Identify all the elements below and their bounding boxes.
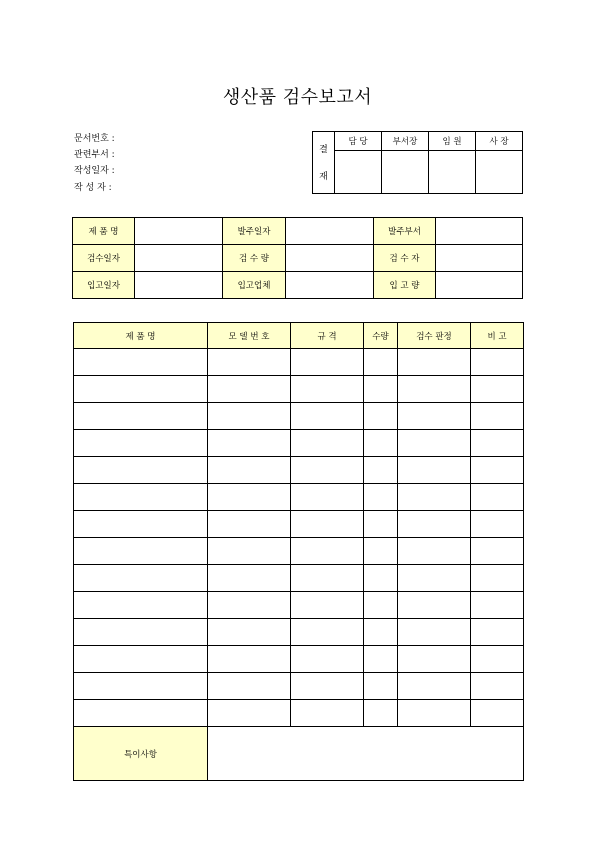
approval-sign-dept-head[interactable] [382,151,429,194]
item-cell-inspection-result[interactable] [398,349,471,376]
info-table [72,217,523,299]
item-cell-product-name[interactable] [74,646,208,673]
item-cell-product-name[interactable] [74,349,208,376]
item-cell-quantity[interactable] [364,646,398,673]
info-label-order-date: 발주일자 [223,218,286,245]
item-cell-spec[interactable] [291,565,364,592]
item-cell-remarks[interactable] [471,673,524,700]
table-row [74,349,524,376]
item-cell-model-number[interactable] [208,511,291,538]
item-cell-quantity[interactable] [364,619,398,646]
table-row [74,403,524,430]
item-cell-remarks[interactable] [471,619,524,646]
item-cell-spec[interactable] [291,349,364,376]
approval-header-executive: 임 원 [429,132,476,151]
item-cell-product-name[interactable] [74,619,208,646]
item-cell-product-name[interactable] [74,403,208,430]
item-cell-model-number[interactable] [208,349,291,376]
item-cell-product-name[interactable] [74,592,208,619]
items-header-remarks: 비 고 [471,323,524,349]
items-table [73,322,524,781]
info-label-receipt-qty: 입 고 량 [374,272,436,299]
item-cell-spec[interactable] [291,700,364,727]
info-value-receipt-qty[interactable] [436,272,523,299]
item-cell-remarks[interactable] [471,646,524,673]
info-value-inspection-qty[interactable] [286,245,374,272]
item-cell-spec[interactable] [291,376,364,403]
item-cell-quantity[interactable] [364,538,398,565]
item-cell-spec[interactable] [291,430,364,457]
item-cell-product-name[interactable] [74,457,208,484]
items-body [74,349,524,727]
item-cell-remarks[interactable] [471,592,524,619]
info-label-inspection-date: 검수일자 [73,245,135,272]
item-cell-product-name[interactable] [74,673,208,700]
info-label-inspection-qty: 검 수 량 [223,245,286,272]
items-header-inspection-result: 검수 판정 [398,323,471,349]
info-label-product-name: 제 품 명 [73,218,135,245]
item-cell-product-name[interactable] [74,700,208,727]
item-cell-spec[interactable] [291,403,364,430]
item-cell-inspection-result[interactable] [398,538,471,565]
item-cell-remarks[interactable] [471,403,524,430]
table-row [74,700,524,727]
meta-doc-number-label: 문서번호 : [74,134,115,144]
item-cell-model-number[interactable] [208,538,291,565]
item-cell-inspection-result[interactable] [398,646,471,673]
item-cell-spec[interactable] [291,646,364,673]
item-cell-model-number[interactable] [208,376,291,403]
item-cell-remarks[interactable] [471,565,524,592]
item-cell-inspection-result[interactable] [398,511,471,538]
info-label-receipt-date: 입고일자 [73,272,135,299]
item-cell-model-number[interactable] [208,565,291,592]
document-meta [74,131,115,196]
item-cell-inspection-result[interactable] [398,673,471,700]
table-row [74,430,524,457]
approval-header-president: 사 장 [476,132,523,151]
table-row [74,619,524,646]
item-cell-inspection-result[interactable] [398,403,471,430]
item-cell-quantity[interactable] [364,511,398,538]
item-cell-quantity[interactable] [364,430,398,457]
item-cell-spec[interactable] [291,484,364,511]
item-cell-quantity[interactable] [364,349,398,376]
item-cell-inspection-result[interactable] [398,484,471,511]
table-row [74,565,524,592]
table-row [74,511,524,538]
item-cell-model-number[interactable] [208,430,291,457]
info-value-order-dept[interactable] [436,218,523,245]
items-header-product-name: 제 품 명 [74,323,208,349]
table-row [74,457,524,484]
info-label-inspector: 검 수 자 [374,245,436,272]
item-cell-quantity[interactable] [364,484,398,511]
item-cell-product-name[interactable] [74,538,208,565]
item-cell-product-name[interactable] [74,430,208,457]
approval-sign-executive[interactable] [429,151,476,194]
item-cell-model-number[interactable] [208,403,291,430]
approval-side-label [313,132,335,194]
item-cell-quantity[interactable] [364,565,398,592]
item-cell-inspection-result[interactable] [398,592,471,619]
item-cell-quantity[interactable] [364,700,398,727]
remarks-field[interactable] [208,727,524,781]
info-value-receipt-date[interactable] [135,272,223,299]
approval-side-bottom: 재 [319,172,328,182]
approval-sign-president[interactable] [476,151,523,194]
item-cell-inspection-result[interactable] [398,376,471,403]
item-cell-remarks[interactable] [471,538,524,565]
item-cell-spec[interactable] [291,538,364,565]
approval-side-top: 결 [319,145,328,155]
meta-date-label: 작성일자 : [74,166,115,177]
item-cell-remarks[interactable] [471,349,524,376]
info-value-product-name[interactable] [135,218,223,245]
item-cell-model-number[interactable] [208,646,291,673]
item-cell-inspection-result[interactable] [398,430,471,457]
info-label-order-dept: 발주부서 [374,218,436,245]
approval-sign-staff[interactable] [335,151,382,194]
item-cell-model-number[interactable] [208,457,291,484]
item-cell-remarks[interactable] [471,484,524,511]
item-cell-model-number[interactable] [208,484,291,511]
item-cell-remarks[interactable] [471,457,524,484]
table-row [74,646,524,673]
items-header-quantity: 수량 [364,323,398,349]
meta-author-label: 작 성 자 : [74,182,112,193]
item-cell-quantity[interactable] [364,403,398,430]
item-cell-product-name[interactable] [74,484,208,511]
item-cell-inspection-result[interactable] [398,565,471,592]
item-cell-model-number[interactable] [208,700,291,727]
table-row [74,538,524,565]
approval-header-dept-head: 부서장 [382,132,429,151]
item-cell-remarks[interactable] [471,511,524,538]
item-cell-quantity[interactable] [364,673,398,700]
item-cell-model-number[interactable] [208,592,291,619]
item-cell-model-number[interactable] [208,673,291,700]
table-row [74,376,524,403]
item-cell-inspection-result[interactable] [398,700,471,727]
info-value-inspector[interactable] [436,245,523,272]
item-cell-quantity[interactable] [364,592,398,619]
info-value-order-date[interactable] [286,218,374,245]
item-cell-inspection-result[interactable] [398,619,471,646]
item-cell-spec[interactable] [291,592,364,619]
items-header-spec: 규 격 [291,323,364,349]
item-cell-product-name[interactable] [74,565,208,592]
table-row [74,592,524,619]
item-cell-spec[interactable] [291,457,364,484]
document-title: 생산품 검수보고서 [222,87,373,108]
item-cell-remarks[interactable] [471,430,524,457]
item-cell-model-number[interactable] [208,619,291,646]
table-row [74,673,524,700]
item-cell-quantity[interactable] [364,376,398,403]
items-header-model-number: 모 델 번 호 [208,323,291,349]
info-label-supplier: 입고업체 [223,272,286,299]
table-row [74,484,524,511]
item-cell-remarks[interactable] [471,376,524,403]
item-cell-product-name[interactable] [74,376,208,403]
item-cell-remarks[interactable] [471,700,524,727]
remarks-label: 특이사항 [74,727,208,781]
item-cell-spec[interactable] [291,673,364,700]
item-cell-quantity[interactable] [364,457,398,484]
item-cell-product-name[interactable] [74,511,208,538]
info-value-supplier[interactable] [286,272,374,299]
meta-department-label: 관련부서 : [74,150,115,161]
approval-header-staff: 담 당 [335,132,382,151]
approval-table [312,131,523,194]
item-cell-spec[interactable] [291,619,364,646]
item-cell-inspection-result[interactable] [398,457,471,484]
item-cell-spec[interactable] [291,511,364,538]
info-value-inspection-date[interactable] [135,245,223,272]
